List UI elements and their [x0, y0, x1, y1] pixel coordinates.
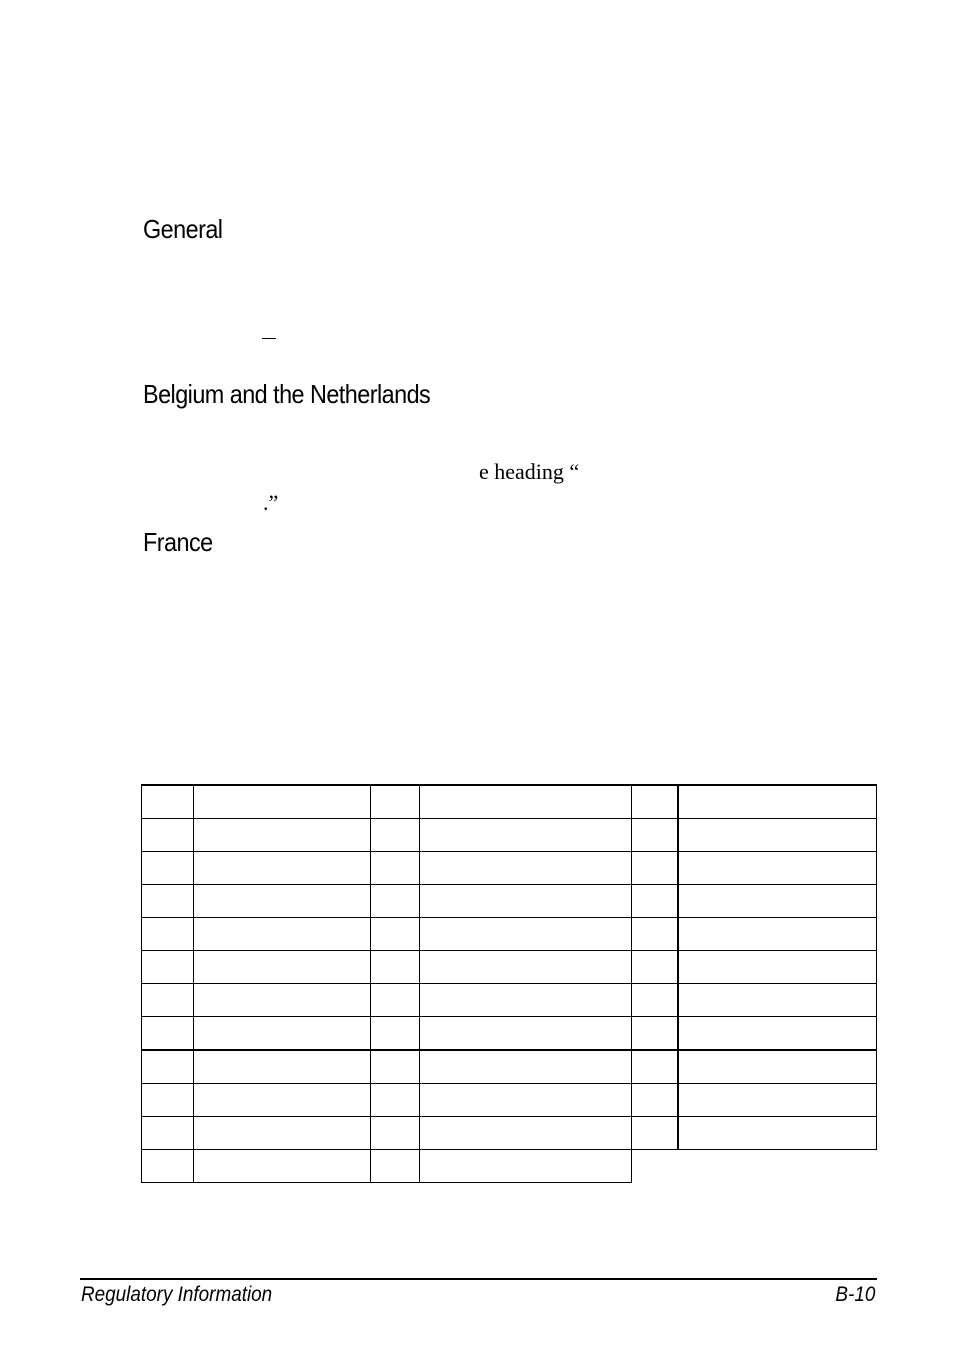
- table-cell: [371, 984, 420, 1017]
- table-cell: [371, 885, 420, 918]
- table-cell: [371, 819, 420, 852]
- table-cell: [678, 852, 877, 885]
- table-cell: [632, 918, 678, 951]
- table-cell: [194, 1050, 371, 1084]
- table-row: [142, 918, 877, 951]
- table-cell: [632, 885, 678, 918]
- table-cell: [194, 785, 371, 819]
- table-cell: [371, 852, 420, 885]
- table-cell: [420, 852, 632, 885]
- table-cell: [194, 984, 371, 1017]
- table-row: [142, 1084, 877, 1117]
- table-cell: [420, 1017, 632, 1051]
- table-cell: [420, 785, 632, 819]
- dash-mark: [262, 338, 276, 339]
- table-row: [142, 1017, 877, 1051]
- table-cell: [632, 1050, 678, 1084]
- table-cell: [142, 951, 194, 984]
- table-cell: [678, 1017, 877, 1051]
- table-cell: [632, 852, 678, 885]
- table-cell: [371, 1050, 420, 1084]
- table-cell: [420, 984, 632, 1017]
- table-cell: [142, 819, 194, 852]
- table-row: [142, 984, 877, 1017]
- table-cell: [194, 885, 371, 918]
- footer-divider: [80, 1278, 877, 1280]
- table-row: [142, 785, 877, 819]
- table-row: [142, 1150, 877, 1183]
- table-cell: [371, 1017, 420, 1051]
- footer-section-title: Regulatory Information: [81, 1283, 273, 1306]
- table-row: [142, 885, 877, 918]
- table-cell: [420, 819, 632, 852]
- table-row: [142, 1050, 877, 1084]
- table-cell: [142, 1084, 194, 1117]
- table-cell: [678, 885, 877, 918]
- table-cell: [678, 984, 877, 1017]
- section-heading-france: France: [143, 527, 213, 557]
- table-cell: [678, 785, 877, 819]
- table-cell: [678, 1117, 877, 1150]
- table-cell: [194, 1017, 371, 1051]
- table-cell: [420, 1050, 632, 1084]
- table-cell-empty: [678, 1150, 877, 1183]
- table-cell: [678, 1084, 877, 1117]
- footer-page-number: B-10: [835, 1283, 875, 1306]
- table-cell: [632, 951, 678, 984]
- table-cell: [678, 819, 877, 852]
- table-cell: [371, 785, 420, 819]
- country-table: [141, 784, 877, 1183]
- table-cell: [420, 1150, 632, 1183]
- table-cell: [371, 951, 420, 984]
- table-cell: [194, 1117, 371, 1150]
- section-heading-belgium-netherlands: Belgium and the Netherlands: [143, 379, 431, 409]
- table-cell: [142, 885, 194, 918]
- text-fragment-closing-quote: .”: [263, 490, 279, 515]
- table-cell: [678, 951, 877, 984]
- table-cell: [371, 1084, 420, 1117]
- table-cell: [142, 1150, 194, 1183]
- table-cell: [142, 984, 194, 1017]
- table-row: [142, 1117, 877, 1150]
- table-cell: [420, 951, 632, 984]
- table-cell: [142, 1050, 194, 1084]
- table-cell: [371, 1150, 420, 1183]
- table-row: [142, 852, 877, 885]
- table-cell: [371, 1117, 420, 1150]
- table-cell: [632, 819, 678, 852]
- table-cell: [420, 1117, 632, 1150]
- table-cell: [632, 1117, 678, 1150]
- table-cell: [420, 885, 632, 918]
- section-heading-general: General: [143, 214, 223, 244]
- table-cell: [194, 1084, 371, 1117]
- table-cell: [632, 1017, 678, 1051]
- table-cell: [194, 1150, 371, 1183]
- text-fragment-heading-quote: e heading “: [479, 459, 580, 484]
- table-cell: [142, 1117, 194, 1150]
- table-row: [142, 951, 877, 984]
- table-cell: [194, 951, 371, 984]
- table-cell: [142, 1017, 194, 1051]
- table-cell: [142, 785, 194, 819]
- table-cell: [678, 918, 877, 951]
- table-cell: [632, 785, 678, 819]
- table-cell: [420, 918, 632, 951]
- table-cell: [420, 1084, 632, 1117]
- table-cell: [632, 1084, 678, 1117]
- table-cell: [194, 852, 371, 885]
- table-cell: [194, 918, 371, 951]
- table-cell: [678, 1050, 877, 1084]
- table-cell: [142, 852, 194, 885]
- table-row: [142, 819, 877, 852]
- table-cell: [371, 918, 420, 951]
- table-cell: [194, 819, 371, 852]
- table-cell: [632, 984, 678, 1017]
- table-cell-empty: [632, 1150, 678, 1183]
- table-cell: [142, 918, 194, 951]
